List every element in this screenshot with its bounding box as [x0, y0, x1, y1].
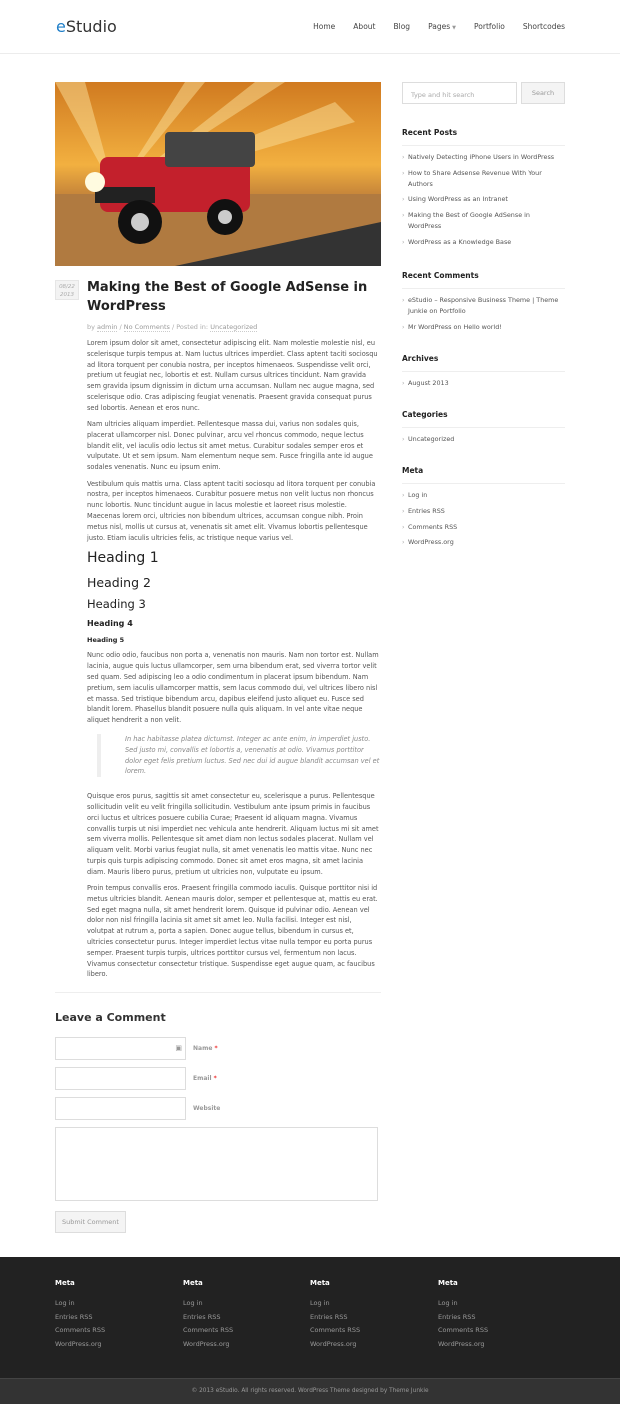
- category-link[interactable]: Uncategorized: [210, 323, 258, 331]
- footer-link[interactable]: Log in: [310, 1299, 330, 1307]
- required-mark: *: [214, 1045, 218, 1052]
- widget-title: Categories: [402, 410, 565, 428]
- nav-pages[interactable]: [428, 22, 456, 31]
- recent-post-link[interactable]: › WordPress as a Knowledge Base: [402, 237, 565, 248]
- truck-illustration: [55, 82, 381, 266]
- email-label: [193, 1075, 217, 1082]
- footer: [0, 1257, 620, 1378]
- site-header: [0, 0, 620, 54]
- blockquote: In hac habitasse platea dictumst. Integer ac ante enim, in imperdiet justo. Sed justo mi, convallis et lobortis a, venenatis at odio. Vivamus porttitor dolor eget felis pretium luctus. Sed nec dui id augue blandit accumsan vel et lorem.: [97, 734, 380, 777]
- widget-meta: [402, 466, 565, 553]
- site-logo[interactable]: [56, 17, 117, 36]
- paragraph: Nunc odio odio, faucibus non porta a, venenatis non mauris. Nam non tortor est. Nullam lacinia, augue quis luctus ullamcorper, sem urna bibendum erat, sed viverra tortor velit sed quam. Sed adipiscing leo a odio condimentum in placerat ipsum bibendum. Nam pretium, sem iaculis ullamcorper mattis, sem lacus commodo dui, vel ultrices libero nisl et massa. Sed tristique bibendum arcu, dapibus eleifend justo aliquet eu. Fusce sed blandit lorem. Phasellus blandit posuere nulla quis aliquam. In vel ante vitae neque aliquet hendrerit a non velit.: [87, 651, 379, 725]
- recent-post-link[interactable]: › Making the Best of Google AdSense in WordPress: [402, 210, 565, 232]
- footer-link[interactable]: WordPress.org: [55, 1339, 102, 1348]
- divider: [55, 992, 381, 993]
- search-button[interactable]: Search: [521, 82, 565, 104]
- contact-card-icon: ▣: [175, 1044, 182, 1052]
- recent-post-link[interactable]: › How to Share Adsense Revenue With Your Authors: [402, 168, 565, 190]
- widget-title: Recent Comments: [402, 271, 565, 289]
- widget-archives: [402, 354, 565, 394]
- widget-recent-posts: [402, 128, 565, 253]
- heading-5: Heading 5: [87, 636, 125, 645]
- post-meta: [87, 323, 257, 331]
- required-mark: *: [213, 1075, 217, 1082]
- footer-widget-title: Meta: [183, 1279, 203, 1287]
- footer-widget-title: Meta: [55, 1279, 75, 1287]
- website-input[interactable]: [55, 1097, 186, 1120]
- footer-link[interactable]: Comments RSS: [438, 1326, 489, 1334]
- date-month-day: 08/22: [59, 284, 75, 290]
- paragraph: Proin tempus convallis eros. Praesent fringilla commodo iaculis. Quisque porttitor nisi id metus ultricies blandit. Aenean mauris dolor, semper et pellentesque at, mattis eu erat. Sed eget magna nulla, sit amet hendrerit lorem. Quisque id pulvinar odio. Aenean vel dolor non nisl fringilla lacinia sit amet sit amet leo. Nulla facilisi. Integer est nisl, volutpat at rutrum a, porta a sapien. Donec augue tellus, bibendum in cursus et, ultricies consectetur purus. Integer imperdiet lectus vitae nulla tempor eu porta purus semper. Praesent turpis turpis, ultrices porttitor cursus vel, fermentum non lacus. Vivamus consectetur consectetur tristique. Suspendisse eget augue quam, ac faucibus libero.: [87, 883, 378, 979]
- widget-title: Recent Posts: [402, 128, 565, 146]
- logo-e: e: [56, 17, 66, 36]
- footer-link[interactable]: WordPress.org: [310, 1339, 357, 1348]
- meta-link[interactable]: › Comments RSS: [402, 522, 565, 533]
- email-input[interactable]: [55, 1067, 186, 1090]
- footer-link[interactable]: Entries RSS: [438, 1312, 476, 1321]
- paragraph: Lorem ipsum dolor sit amet, consectetur adipiscing elit. Nam molestie molestie nisl, eu scelerisque turpis tempus at. Nam luctus ultrices imperdiet. Class aptent taciti sociosqu ad litora torquent per conubia nostra, per inceptos himenaeos. Suspendisse velit orci, pretium ut feugiat nec, lobortis et est. Nullam cursus ultrices tincidunt. Nam gravida sem gravida ipsum dignissim in dictum urna accumsan. Nullam nec augue magna, sed scelerisque odio. Cras adipiscing feugiat venenatis. Praesent gravida consequat purus sed lobortis. Aenean et eros nunc.: [87, 339, 378, 412]
- heading-2: Heading 2: [87, 575, 151, 591]
- archive-link[interactable]: › August 2013: [402, 378, 565, 389]
- logo-text: Studio: [65, 17, 117, 36]
- widget-title: Meta: [402, 466, 565, 484]
- chevron-down-icon: ▼: [452, 25, 457, 31]
- nav-home[interactable]: Home: [313, 22, 336, 31]
- heading-3: Heading 3: [87, 597, 146, 612]
- name-input[interactable]: [55, 1037, 186, 1060]
- footer-widget: [183, 1279, 233, 1351]
- main-nav: [313, 22, 565, 31]
- footer-link[interactable]: Comments RSS: [55, 1326, 106, 1334]
- recent-post-link[interactable]: › Using WordPress as an Intranet: [402, 194, 565, 205]
- meta-link[interactable]: › Log in: [402, 490, 565, 501]
- footer-widget: [438, 1279, 488, 1351]
- paragraph: Vestibulum quis mattis urna. Class aptent taciti sociosqu ad litora torquent per conubia nostra, per inceptos himenaeos. Curabitur posuere metus non velit luctus non rhoncus nunc lobortis. Nunc tincidunt augue in lacus molestie et laoreet risus molestie. Maecenas lorem orci, ultricies non bibendum ultrices, accumsan congue nibh. Proin metus nisl, mollis ut cursus at, venenatis sit amet elit. Vivamus lobortis pellentesque justo. Etiam iaculis ultricies felis, ac tristique neque varius vel.: [87, 479, 376, 542]
- author-link[interactable]: admin: [97, 323, 118, 331]
- footer-link[interactable]: Log in: [183, 1299, 203, 1307]
- search-input[interactable]: Type and hit search: [402, 82, 517, 104]
- name-label: [193, 1045, 218, 1052]
- heading-4: Heading 4: [87, 619, 133, 629]
- footer-widget-title: Meta: [438, 1279, 458, 1287]
- widget-categories: [402, 410, 565, 450]
- footer-widget: [55, 1279, 105, 1351]
- date-year: 2013: [60, 292, 74, 298]
- footer-widget: [310, 1279, 360, 1351]
- recent-comment-link[interactable]: › eStudio – Responsive Business Theme | Theme Junkie on Portfolio: [402, 295, 565, 317]
- copyright: © 2013 eStudio. All rights reserved. WordPress Theme designed by Theme Junkie: [0, 1378, 620, 1404]
- footer-link[interactable]: Entries RSS: [310, 1312, 348, 1321]
- meta-sep: /: [117, 323, 124, 331]
- footer-link[interactable]: Comments RSS: [310, 1326, 361, 1334]
- footer-link[interactable]: Entries RSS: [183, 1312, 221, 1321]
- comments-link[interactable]: No Comments: [123, 323, 170, 331]
- footer-link[interactable]: Log in: [55, 1299, 75, 1307]
- category-link[interactable]: › Uncategorized: [402, 434, 565, 445]
- nav-pages-label: Pages: [428, 22, 451, 31]
- post-content: [87, 338, 380, 986]
- post-title[interactable]: Making the Best of Google AdSense in WordPress: [87, 280, 368, 314]
- widget-title: Archives: [402, 354, 565, 372]
- widget-recent-comments: [402, 271, 565, 337]
- nav-about[interactable]: About: [353, 22, 376, 31]
- footer-link[interactable]: Log in: [438, 1299, 458, 1307]
- nav-portfolio[interactable]: Portfolio: [474, 22, 505, 31]
- paragraph: Quisque eros purus, sagittis sit amet consectetur eu, scelerisque a purus. Pellentesque sollicitudin velit eu velit fringilla sollicitudin. Vestibulum ante ipsum primis in faucibus orci luctus et ultrices posuere cubilia Curae; Praesent id aliquam magna. Vivamus convallis turpis ut nisi imperdiet nec vehicula ante hendrerit. Aliquam luctus mi sit amet sem viverra mollis. Pellentesque sit amet diam non lectus sodales placerat. Nullam vel aliquam velit. Morbi varius feugiat nulla, sit amet venenatis leo mattis vitae. Nunc nec turpis quis turpis adipiscing commodo. Donec sit amet eros magna, sit amet lacinia diam. Mauris libero purus, pretium ut ultricies non, vulputate eu ipsum.: [87, 792, 379, 876]
- recent-comment-link[interactable]: › Mr WordPress on Hello world!: [402, 322, 565, 333]
- footer-link[interactable]: WordPress.org: [438, 1339, 485, 1348]
- meta-by: by: [87, 323, 98, 331]
- recent-post-link[interactable]: › Natively Detecting iPhone Users in WordPress: [402, 152, 565, 163]
- meta-link[interactable]: › WordPress.org: [402, 537, 565, 548]
- email-label-text: Email: [193, 1075, 212, 1082]
- nav-blog[interactable]: Blog: [393, 22, 411, 31]
- footer-link[interactable]: Entries RSS: [55, 1312, 93, 1321]
- comment-form-heading: Leave a Comment: [55, 1011, 166, 1024]
- footer-widget-title: Meta: [310, 1279, 330, 1287]
- meta-link[interactable]: › Entries RSS: [402, 506, 565, 517]
- submit-comment-button[interactable]: Submit Comment: [55, 1211, 126, 1233]
- footer-link[interactable]: Comments RSS: [183, 1326, 234, 1334]
- name-label-text: Name: [193, 1045, 213, 1052]
- website-label: Website: [193, 1105, 221, 1112]
- meta-posted-in: / Posted in:: [169, 323, 211, 331]
- nav-shortcodes[interactable]: Shortcodes: [522, 22, 565, 31]
- featured-image: [55, 82, 381, 266]
- comment-textarea[interactable]: [55, 1127, 378, 1201]
- post-date: [55, 280, 79, 300]
- footer-link[interactable]: WordPress.org: [183, 1339, 230, 1348]
- heading-1: Heading 1: [87, 550, 159, 567]
- paragraph: Nam ultricies aliquam imperdiet. Pellentesque massa dui, varius non sodales quis, placerat ullamcorper nisl. Donec pulvinar, arcu vel rhoncus commodo, neque lectus blandit elit, vel iaculis odio lectus sit amet metus. Curabitur sodales semper eros et vulputate. Ut et sem ipsum. Nam elementum neque sem. Fusce fringilla ante id augue sodales venenatis. Nunc eu ipsum enim.: [87, 420, 373, 472]
